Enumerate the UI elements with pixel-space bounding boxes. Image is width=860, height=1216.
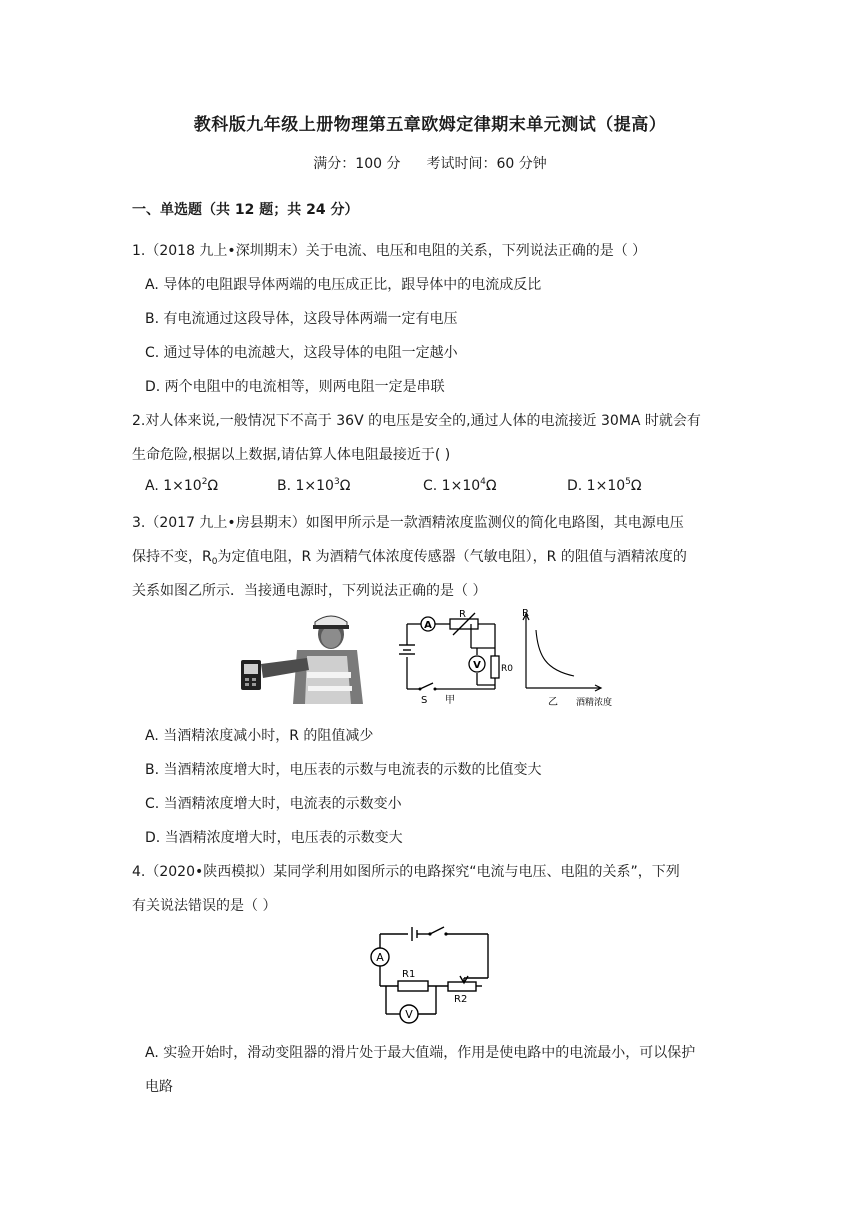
question-1-option-c: C. 通过导体的电流越大，这段导体的电阻一定越小: [145, 345, 458, 361]
resistor-r1-label: R1: [402, 969, 416, 980]
question-3-option-c: C. 当酒精浓度增大时，电流表的示数变小: [145, 796, 402, 812]
question-2-option-a: A. $1\times 10^2\Omega$: [145, 477, 219, 494]
question-2-stem-line1: 2.对人体来说,一般情况下不高于 36V 的电压是安全的,通过人体的电流接近 30MA 时就会有: [132, 413, 701, 429]
question-3-stem-line2: 保持不变，$R_0$为定值电阻，R 为酒精气体浓度传感器（气敏电阻），R 的阻值与酒精浓度的: [132, 549, 687, 567]
question-2-option-b: B. $1\times 10^3\Omega$: [277, 477, 351, 494]
figure-yi-label: 乙: [548, 697, 558, 708]
exam-info: [0, 153, 860, 173]
question-3-option-a: A. 当酒精浓度减小时，R 的阻值减少: [145, 728, 374, 744]
question-3-stem-line1: 3.（2017 九上•房县期末）如图甲所示是一款酒精浓度监测仪的简化电路图，其电源电压: [132, 515, 684, 531]
resistor-r-label: R: [459, 609, 466, 620]
question-2-stem-line2: 生命危险,根据以上数据,请估算人体电阻最接近于( ): [132, 447, 451, 463]
resistance-concentration-graph: [518, 608, 628, 710]
question-1-stem: 1.（2018 九上•深圳期末）关于电流、电压和电阻的关系，下列说法正确的是（ ）: [132, 243, 647, 259]
question-1-option-d: D. 两个电阻中的电流相等，则两电阻一定是串联: [145, 379, 445, 395]
question-2-option-d: D. $1\times 10^5\Omega$: [567, 477, 642, 494]
question-3-option-d: D. 当酒精浓度增大时，电压表的示数变大: [145, 830, 403, 846]
figure-jia-label: 甲: [445, 695, 455, 706]
ammeter-symbol-q4: A: [376, 951, 384, 964]
ammeter-symbol: A: [424, 620, 432, 631]
question-4-stem-line2: 有关说法错误的是（ ）: [132, 898, 277, 914]
question-2-option-c: C. $1\times 10^4\Omega$: [423, 477, 497, 494]
exam-time: 考试时间：60 分钟: [426, 156, 547, 172]
graph-y-axis-label: R: [522, 608, 529, 619]
question-4-option-a-line1: A. 实验开始时，滑动变阻器的滑片处于最大值端，作用是使电路中的电流最小，可以保护: [145, 1045, 696, 1061]
question-1-option-a: A. 导体的电阻跟导体两端的电压成正比，跟导体中的电流成反比: [145, 277, 542, 293]
switch-label: S: [421, 695, 428, 706]
resistor-r0-label: R0: [501, 664, 513, 674]
circuit-diagram-q4: [362, 922, 497, 1027]
voltmeter-symbol-q4: V: [405, 1008, 413, 1021]
question-3-stem-line3: 关系如图乙所示．当接通电源时，下列说法正确的是（ ）: [132, 583, 487, 599]
voltmeter-symbol: V: [473, 660, 481, 671]
question-4-option-a-line2: 电路: [145, 1079, 173, 1095]
rheostat-r2-label: R2: [454, 994, 468, 1005]
question-4-stem-line1: 4.（2020•陕西模拟）某同学利用如图所示的电路探究“电流与电压、电阻的关系”，下列: [132, 864, 680, 880]
question-1-option-b: B. 有电流通过这段导体，这段导体两端一定有电压: [145, 311, 458, 327]
question-3-option-b: B. 当酒精浓度增大时，电压表的示数与电流表的示数的比值变大: [145, 762, 542, 778]
full-score: 满分：100 分: [313, 156, 401, 172]
graph-x-axis-label: 酒精浓度: [576, 698, 613, 708]
circuit-diagram-jia: [395, 608, 520, 708]
officer-photo: [235, 612, 365, 704]
document-title: 教科版九年级上册物理第五章欧姆定律期末单元测试（提高）: [193, 115, 667, 135]
section-heading: 一、单选题（共 12 题；共 24 分）: [132, 202, 359, 218]
